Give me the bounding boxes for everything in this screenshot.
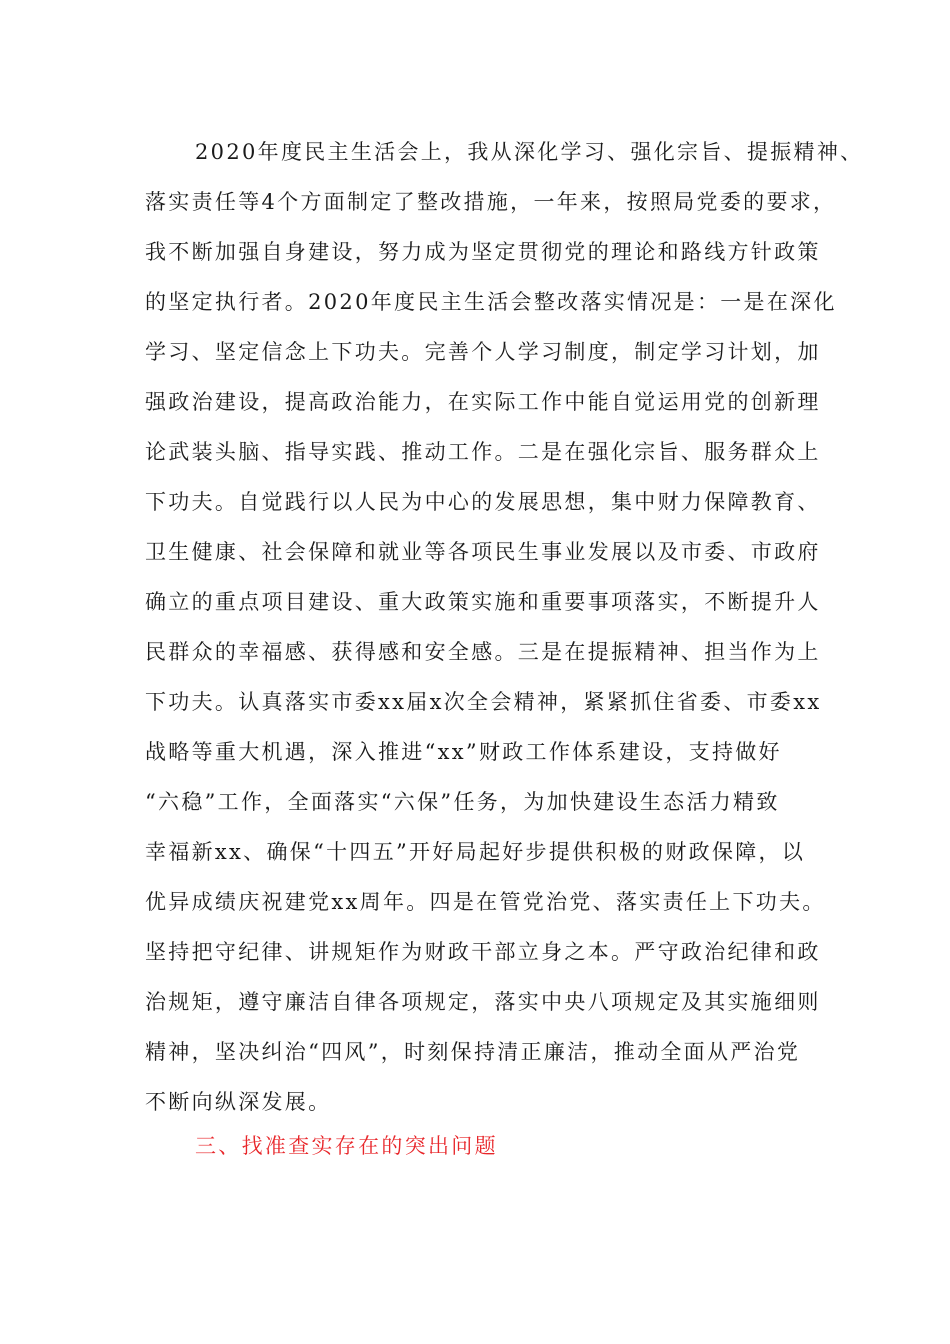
paragraph-line: 下功夫。认真落实市委xx届x次全会精神，紧紧抓住省委、市委xx bbox=[145, 690, 822, 714]
paragraph-line: 强政治建设，提高政治能力，在实际工作中能自觉运用党的创新理 bbox=[145, 390, 821, 414]
paragraph-line: 的坚定执行者。2020年度民主生活会整改落实情况是：一是在深化 bbox=[145, 290, 837, 314]
paragraph-line: 我不断加强自身建设，努力成为坚定贯彻党的理论和路线方针政策 bbox=[145, 240, 821, 264]
paragraph-line: 精神，坚决纠治“四风”，时刻保持清正廉洁，推动全面从严治党 bbox=[145, 1040, 801, 1064]
paragraph-line: 民群众的幸福感、获得感和安全感。三是在提振精神、担当作为上 bbox=[145, 640, 821, 664]
paragraph-line: 论武装头脑、指导实践、推动工作。二是在强化宗旨、服务群众上 bbox=[145, 440, 821, 464]
paragraph-line: 下功夫。自觉践行以人民为中心的发展思想，集中财力保障教育、 bbox=[145, 490, 821, 514]
paragraph-line: 幸福新xx、确保“十四五”开好局起好步提供积极的财政保障，以 bbox=[145, 840, 806, 864]
paragraph-line: “六稳”工作，全面落实“六保”任务，为加快建设生态活力精致 bbox=[145, 790, 780, 814]
paragraph-line: 治规矩，遵守廉洁自律各项规定，落实中央八项规定及其实施细则 bbox=[145, 990, 821, 1014]
paragraph-line: 2020年度民主生活会上，我从深化学习、强化宗旨、提振精神、 bbox=[195, 140, 864, 164]
paragraph-line: 不断向纵深发展。 bbox=[145, 1090, 332, 1114]
paragraph-line: 确立的重点项目建设、重大政策实施和重要事项落实，不断提升人 bbox=[145, 590, 821, 614]
paragraph-line: 坚持把守纪律、讲规矩作为财政干部立身之本。严守政治纪律和政 bbox=[145, 940, 821, 964]
section-heading: 三、找准查实存在的突出问题 bbox=[195, 1134, 498, 1158]
paragraph-line: 战略等重大机遇，深入推进“xx”财政工作体系建设，支持做好 bbox=[145, 740, 782, 764]
paragraph-line: 学习、坚定信念上下功夫。完善个人学习制度，制定学习计划，加 bbox=[145, 340, 821, 364]
paragraph-line: 优异成绩庆祝建党xx周年。四是在管党治党、落实责任上下功夫。 bbox=[145, 890, 826, 914]
paragraph-line: 卫生健康、社会保障和就业等各项民生事业发展以及市委、市政府 bbox=[145, 540, 821, 564]
paragraph-line: 落实责任等4个方面制定了整改措施，一年来，按照局党委的要求， bbox=[145, 190, 837, 214]
